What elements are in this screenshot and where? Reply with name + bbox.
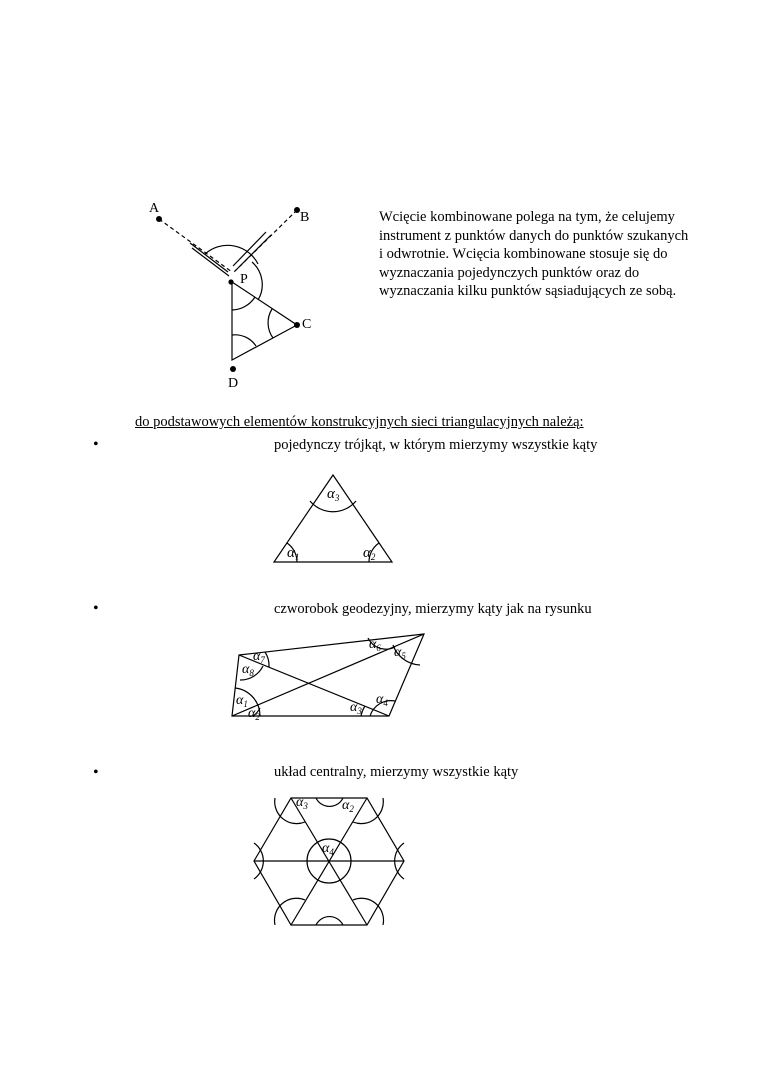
alpha-symbol: α xyxy=(322,841,330,856)
elements-heading: do podstawowych elementów konstrukcyjnych sieci triangulacyjnych należą: xyxy=(135,414,584,430)
alpha-subscript: 8 xyxy=(249,668,254,678)
alpha-subscript: 4 xyxy=(329,847,334,857)
alpha-symbol: α xyxy=(327,486,335,502)
alpha-subscript: 7 xyxy=(260,655,265,665)
alpha-symbol: α xyxy=(350,700,358,715)
alpha-symbol: α xyxy=(394,645,402,660)
svg-text:α2 xyxy=(342,798,354,814)
description-line: Wcięcie kombinowane polega na tym, że celujemy xyxy=(379,209,675,225)
alpha-subscript: 2 xyxy=(255,712,260,722)
alpha-subscript: 1 xyxy=(294,552,300,562)
alpha-subscript: 1 xyxy=(243,699,248,709)
alpha-symbol: α xyxy=(253,649,261,664)
alpha-subscript: 3 xyxy=(303,801,308,811)
label-a: A xyxy=(149,201,160,216)
description-line: wyznaczania pojedynczych punktów oraz do xyxy=(379,264,640,281)
label-d: D xyxy=(228,376,239,391)
alpha-subscript: 5 xyxy=(401,651,406,661)
alpha-symbol: α xyxy=(242,662,250,677)
alpha-symbol: α xyxy=(287,545,295,561)
label-p: P xyxy=(240,272,248,287)
description-line: i odwrotnie. Wcięcia kombinowane stosuje się do xyxy=(379,246,668,262)
alpha-subscript: 2 xyxy=(370,552,376,562)
alpha-subscript: 4 xyxy=(383,698,388,708)
alpha-subscript: 6 xyxy=(376,643,381,653)
item-central-system-text: układ centralny, mierzymy wszystkie kąty xyxy=(274,764,519,780)
description-line: instrument z punktów danych do punktów szukanych xyxy=(379,227,689,244)
item-quadrilateral-text: czworobok geodezyjny, mierzymy kąty jak na rysunku xyxy=(274,601,592,617)
bullet-1: • xyxy=(93,436,99,453)
alpha-symbol: α xyxy=(236,693,244,708)
alpha-symbol: α xyxy=(342,798,350,813)
alpha-symbol: α xyxy=(369,637,377,652)
svg-text:α4 xyxy=(322,841,334,857)
bullet-3: • xyxy=(93,764,99,781)
item-triangle-text: pojedynczy trójkąt, w którym mierzymy wszystkie kąty xyxy=(274,437,598,453)
alpha-symbol: α xyxy=(296,795,304,810)
label-c: C xyxy=(302,317,312,332)
bullet-2: • xyxy=(93,600,99,617)
alpha-subscript: 2 xyxy=(349,804,354,814)
alpha-subscript: 3 xyxy=(357,706,362,716)
alpha-symbol: α xyxy=(376,692,384,707)
alpha-symbol: α xyxy=(248,706,256,721)
description-line: wyznaczania kilku punktów sąsiadujących ze sobą. xyxy=(379,283,677,299)
alpha-subscript: 3 xyxy=(334,493,340,503)
alpha-symbol: α xyxy=(363,545,371,561)
label-b: B xyxy=(300,210,310,225)
